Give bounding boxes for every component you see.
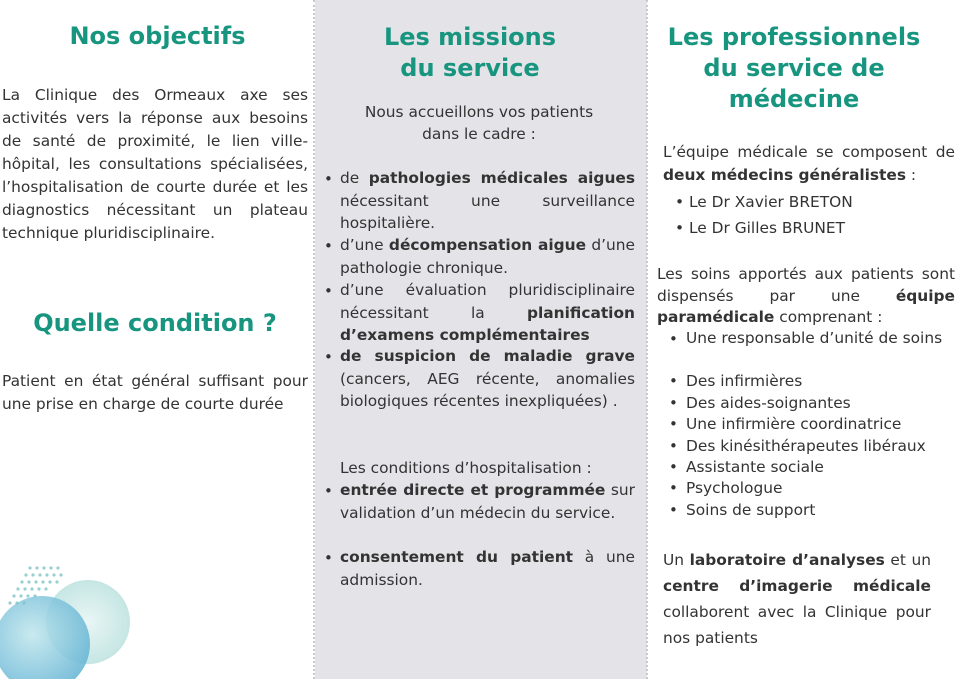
condition-item-text: sur validation d’un médecin du service. bbox=[340, 481, 636, 522]
mission-item-text: d’une pathologie chronique. bbox=[340, 236, 635, 277]
team-text: L’équipe médicale se composent de deux médecins généralistes : bbox=[663, 143, 955, 184]
professionals-title-line1: Les professionnels bbox=[667, 23, 921, 51]
staff-item: Des kinésithérapeutes libéraux bbox=[686, 437, 926, 455]
objectives-text: La Clinique des Ormeaux axe ses activités vers la réponse aux besoins de santé de proximité, le lien ville-hôpital, les consultations spécialisées, l’hospitalisation de courte durée et les diagnostics nécessitant un plateau technique pluridisciplinaire. bbox=[2, 86, 308, 242]
missions-intro-line1: Nous accueillons vos patients bbox=[364, 103, 594, 121]
mission-item-bold: de suspicion de maladie grave bbox=[340, 347, 635, 365]
lab-bold: laboratoire d’analyses bbox=[689, 551, 885, 569]
bullet-icon: • bbox=[675, 193, 689, 211]
doctor-name: Le Dr Xavier BRETON bbox=[688, 193, 853, 211]
staff-item: Soins de support bbox=[686, 501, 816, 519]
mission-item-bold: pathologies médicales aigues bbox=[368, 169, 635, 187]
bullet-icon: • bbox=[669, 501, 678, 519]
care-text: Les soins apportés aux patients sont dispensés par une équipe paramédicale comprenant : bbox=[657, 265, 955, 326]
care-bold: équipe paramédicale bbox=[657, 286, 955, 326]
team-bold: deux médecins généralistes bbox=[663, 166, 906, 184]
condition-item-bold: entrée directe et programmée bbox=[340, 481, 606, 499]
condition-title: Quelle condition ? bbox=[33, 309, 277, 337]
professionals-title bbox=[647, 22, 941, 115]
objectives-title: Nos objectifs bbox=[69, 22, 246, 50]
imaging-bold: centre d’imagerie médicale bbox=[663, 577, 931, 595]
bullet-icon: • bbox=[669, 437, 678, 455]
bullet-icon: • bbox=[669, 479, 678, 497]
column-missions bbox=[315, 0, 647, 679]
staff-item: Des aides-soignantes bbox=[686, 394, 851, 412]
decorative-watercolor-circles bbox=[0, 560, 140, 679]
professionals-title-line3: médecine bbox=[728, 85, 860, 113]
condition-item-bold: consentement du patient bbox=[340, 548, 574, 566]
mission-item-text: d’une bbox=[340, 236, 389, 254]
bullet-icon: • bbox=[324, 482, 333, 500]
missions-title-line1: Les missions bbox=[383, 23, 557, 51]
bullet-icon: • bbox=[324, 170, 333, 188]
list-item bbox=[675, 216, 845, 240]
mission-item-text: d’une évaluation pluridisciplinaire nécessitant la bbox=[340, 281, 635, 322]
bullet-icon: • bbox=[324, 237, 333, 255]
column-professionals bbox=[647, 0, 962, 679]
column-objectives bbox=[0, 0, 315, 679]
bullet-icon: • bbox=[669, 415, 678, 433]
bullet-icon: • bbox=[669, 458, 678, 476]
missions-intro bbox=[315, 101, 643, 145]
missions-title bbox=[315, 22, 625, 84]
bullet-icon: • bbox=[324, 282, 333, 300]
missions-intro-line2: dans le cadre : bbox=[422, 125, 536, 143]
staff-item: Une infirmière coordinatrice bbox=[686, 415, 902, 433]
missions-title-line2: du service bbox=[400, 54, 540, 82]
bullet-icon: • bbox=[324, 348, 333, 366]
mission-item-bold: décompensation aigue bbox=[388, 236, 587, 254]
staff-item: Des infirmières bbox=[686, 372, 803, 390]
doctor-name: Le Dr Gilles BRUNET bbox=[688, 219, 846, 237]
staff-item: Une responsable d’unité de soins bbox=[686, 329, 943, 347]
list-item bbox=[675, 190, 853, 214]
bullet-icon: • bbox=[669, 394, 678, 412]
condition-text: Patient en état général suffisant pour une prise en charge de courte durée bbox=[2, 372, 308, 413]
bullet-icon: • bbox=[324, 549, 333, 567]
bullet-icon: • bbox=[669, 330, 678, 348]
mission-item-text: nécessitant une surveillance hospitalière. bbox=[340, 191, 635, 232]
condition-item-text: à une admission. bbox=[340, 548, 635, 589]
lab-text: Un laboratoire d’analyses et un centre d’imagerie médicale collaborent avec la Clinique pour nos patients bbox=[663, 551, 932, 647]
bullet-icon: • bbox=[675, 219, 689, 237]
mission-item-text: de bbox=[340, 169, 369, 187]
staff-item: Assistante sociale bbox=[686, 458, 824, 476]
professionals-title-line2: du service de bbox=[703, 54, 885, 82]
bullet-icon: • bbox=[669, 372, 678, 390]
staff-item: Psychologue bbox=[686, 479, 783, 497]
mission-item-text: (cancers, AEG récente, anomalies biologiques récentes inexpliquées) . bbox=[340, 369, 635, 410]
mission-item-bold: planification d’examens complémentaires bbox=[340, 303, 635, 344]
conditions-intro: Les conditions d’hospitalisation : bbox=[340, 459, 592, 477]
